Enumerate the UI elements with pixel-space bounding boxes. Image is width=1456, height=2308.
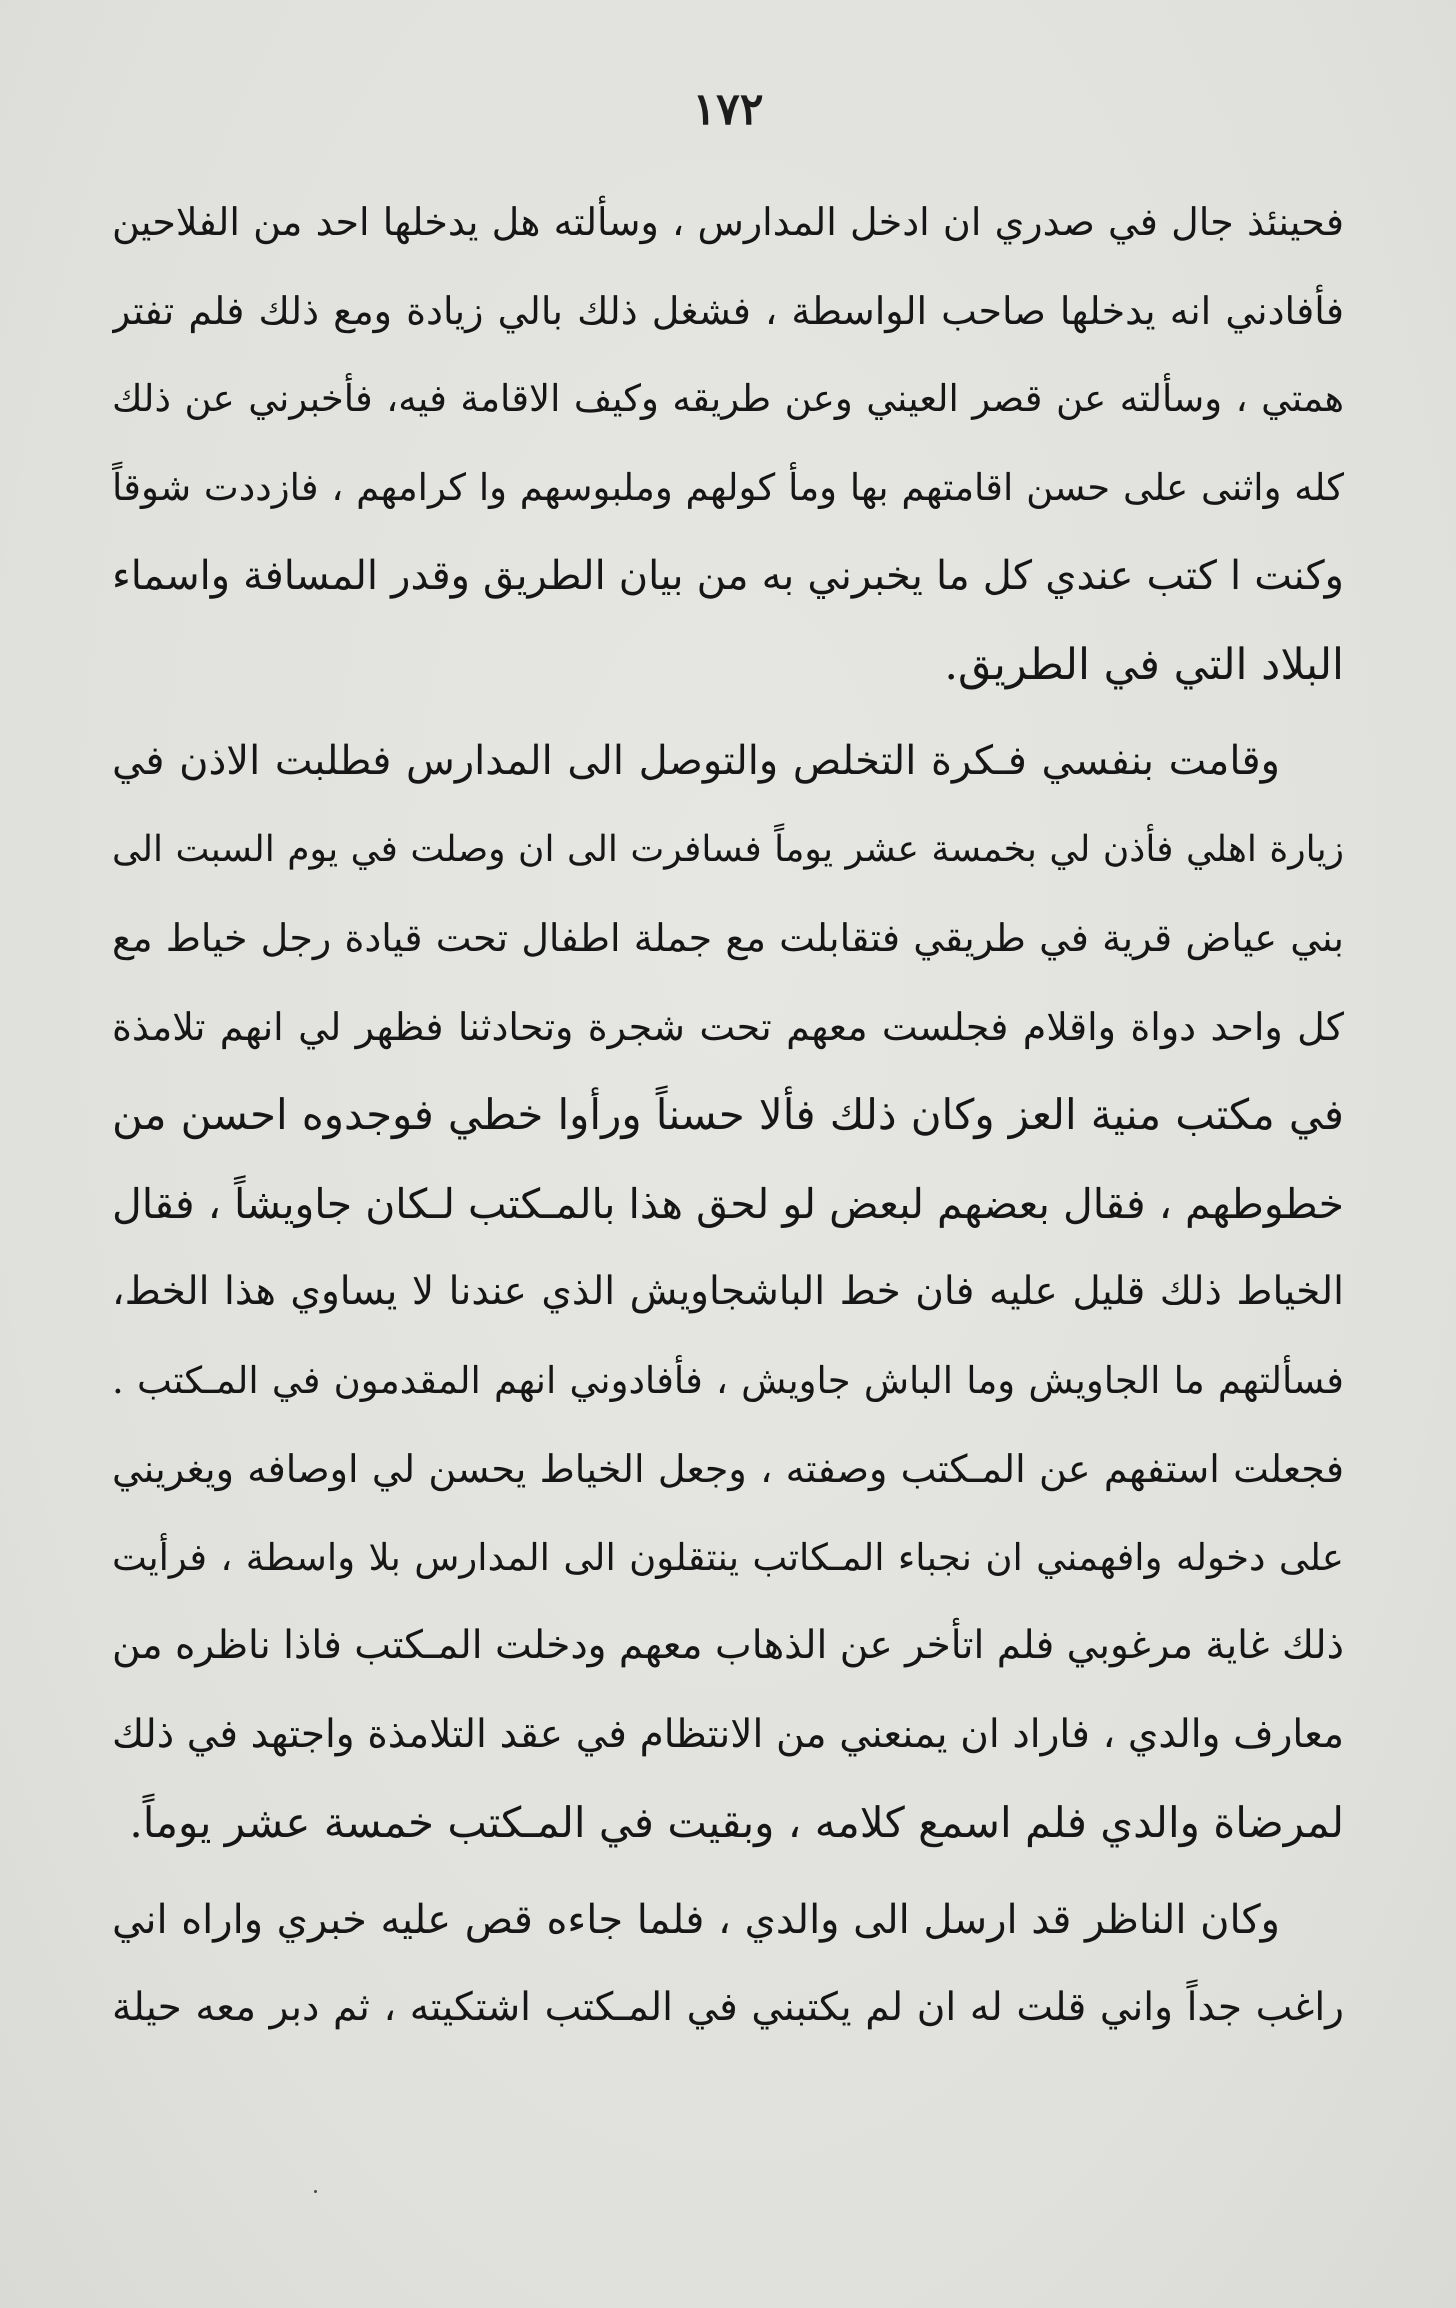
text-line: وكنت ا كتب عندي كل ما يخبرني به من بيان الطريق وقدر المسافة واسماء — [112, 553, 1344, 599]
text-line: زيارة اهلي فأذن لي بخمسة عشر يوماً فسافرت الى ان وصلت في يوم السبت الى — [112, 828, 1344, 870]
page-number: ١٧٢ — [692, 84, 764, 135]
paragraph-gap — [112, 1868, 1344, 1876]
text-line: وكان الناظر قد ارسل الى والدي ، فلما جاءه قص عليه خبري واراه اني — [112, 1896, 1280, 1943]
body-text — [112, 178, 1344, 2053]
text-line: خطوطهم ، فقال بعضهم لبعض لو لحق هذا بالمـكتب لـكان جاويشاً ، فقال — [112, 1179, 1344, 1228]
text-line: الخياط ذلك قليل عليه فان خط الباشجاويش الذي عندنا لا يساوي هذا الخط، — [112, 1269, 1344, 1314]
text-line: فسألتهم ما الجاويش وما الباش جاويش ، فأفادوني انهم المقدمون في المـكتب . — [112, 1358, 1344, 1402]
paper-speck — [314, 2190, 317, 2193]
text-line: فجعلت استفهم عن المـكتب وصفته ، وجعل الخياط يحسن لي اوصافه ويغريني — [112, 1447, 1344, 1491]
text-line: معارف والدي ، فاراد ان يمنعني من الانتظام في عقد التلامذة واجتهد في ذلك — [112, 1711, 1344, 1757]
text-line: كله واثنى على حسن اقامتهم بها ومأ كولهم وملبوسهم وا كرامهم ، فازددت شوقاً — [112, 465, 1344, 509]
text-line: لمرضاة والدي فلم اسمع كلامه ، وبقيت في المـكتب خمسة عشر يوماً. — [129, 1798, 1344, 1847]
text-line: فحينئذ جال في صدري ان ادخل المدارس ، وسألته هل يدخلها احد من الفلاحين — [112, 200, 1344, 244]
text-line: بني عياض قرية في طريقي فتقابلت مع جملة اطفال تحت قيادة رجل خياط مع — [112, 916, 1344, 960]
text-line: البلاد التي في الطريق. — [944, 639, 1344, 690]
text-line: فأفادني انه يدخلها صاحب الواسطة ، فشغل ذلك بالي زيادة ومع ذلك فلم تفتر — [112, 288, 1344, 333]
text-line: وقامت بنفسي فـكرة التخلص والتوصل الى المدارس فطلبت الاذن في — [112, 738, 1280, 784]
text-line: كل واحد دواة واقلام فجلست معهم تحت شجرة وتحادثنا فظهر لي انهم تلامذة — [112, 1004, 1344, 1049]
text-line: راغب جداً واني قلت له ان لم يكتبني في المـكتب اشتكيته ، ثم دبر معه حيلة — [112, 1985, 1344, 2030]
text-line: في مكتب منية العز وكان ذلك فألا حسناً ورأوا خطي فوجدوه احسن من — [112, 1090, 1344, 1139]
text-line: ذلك غاية مرغوبي فلم اتأخر عن الذهاب معهم ودخلت المـكتب فاذا ناظره من — [112, 1623, 1344, 1668]
paragraph-gap — [112, 709, 1344, 717]
text-line: همتي ، وسألته عن قصر العيني وعن طريقه وكيف الاقامة فيه، فأخبرني عن ذلك — [112, 377, 1344, 420]
text-line: على دخوله وافهمني ان نجباء المـكاتب ينتقلون الى المدارس بلا واسطة ، فرأيت — [112, 1535, 1344, 1579]
